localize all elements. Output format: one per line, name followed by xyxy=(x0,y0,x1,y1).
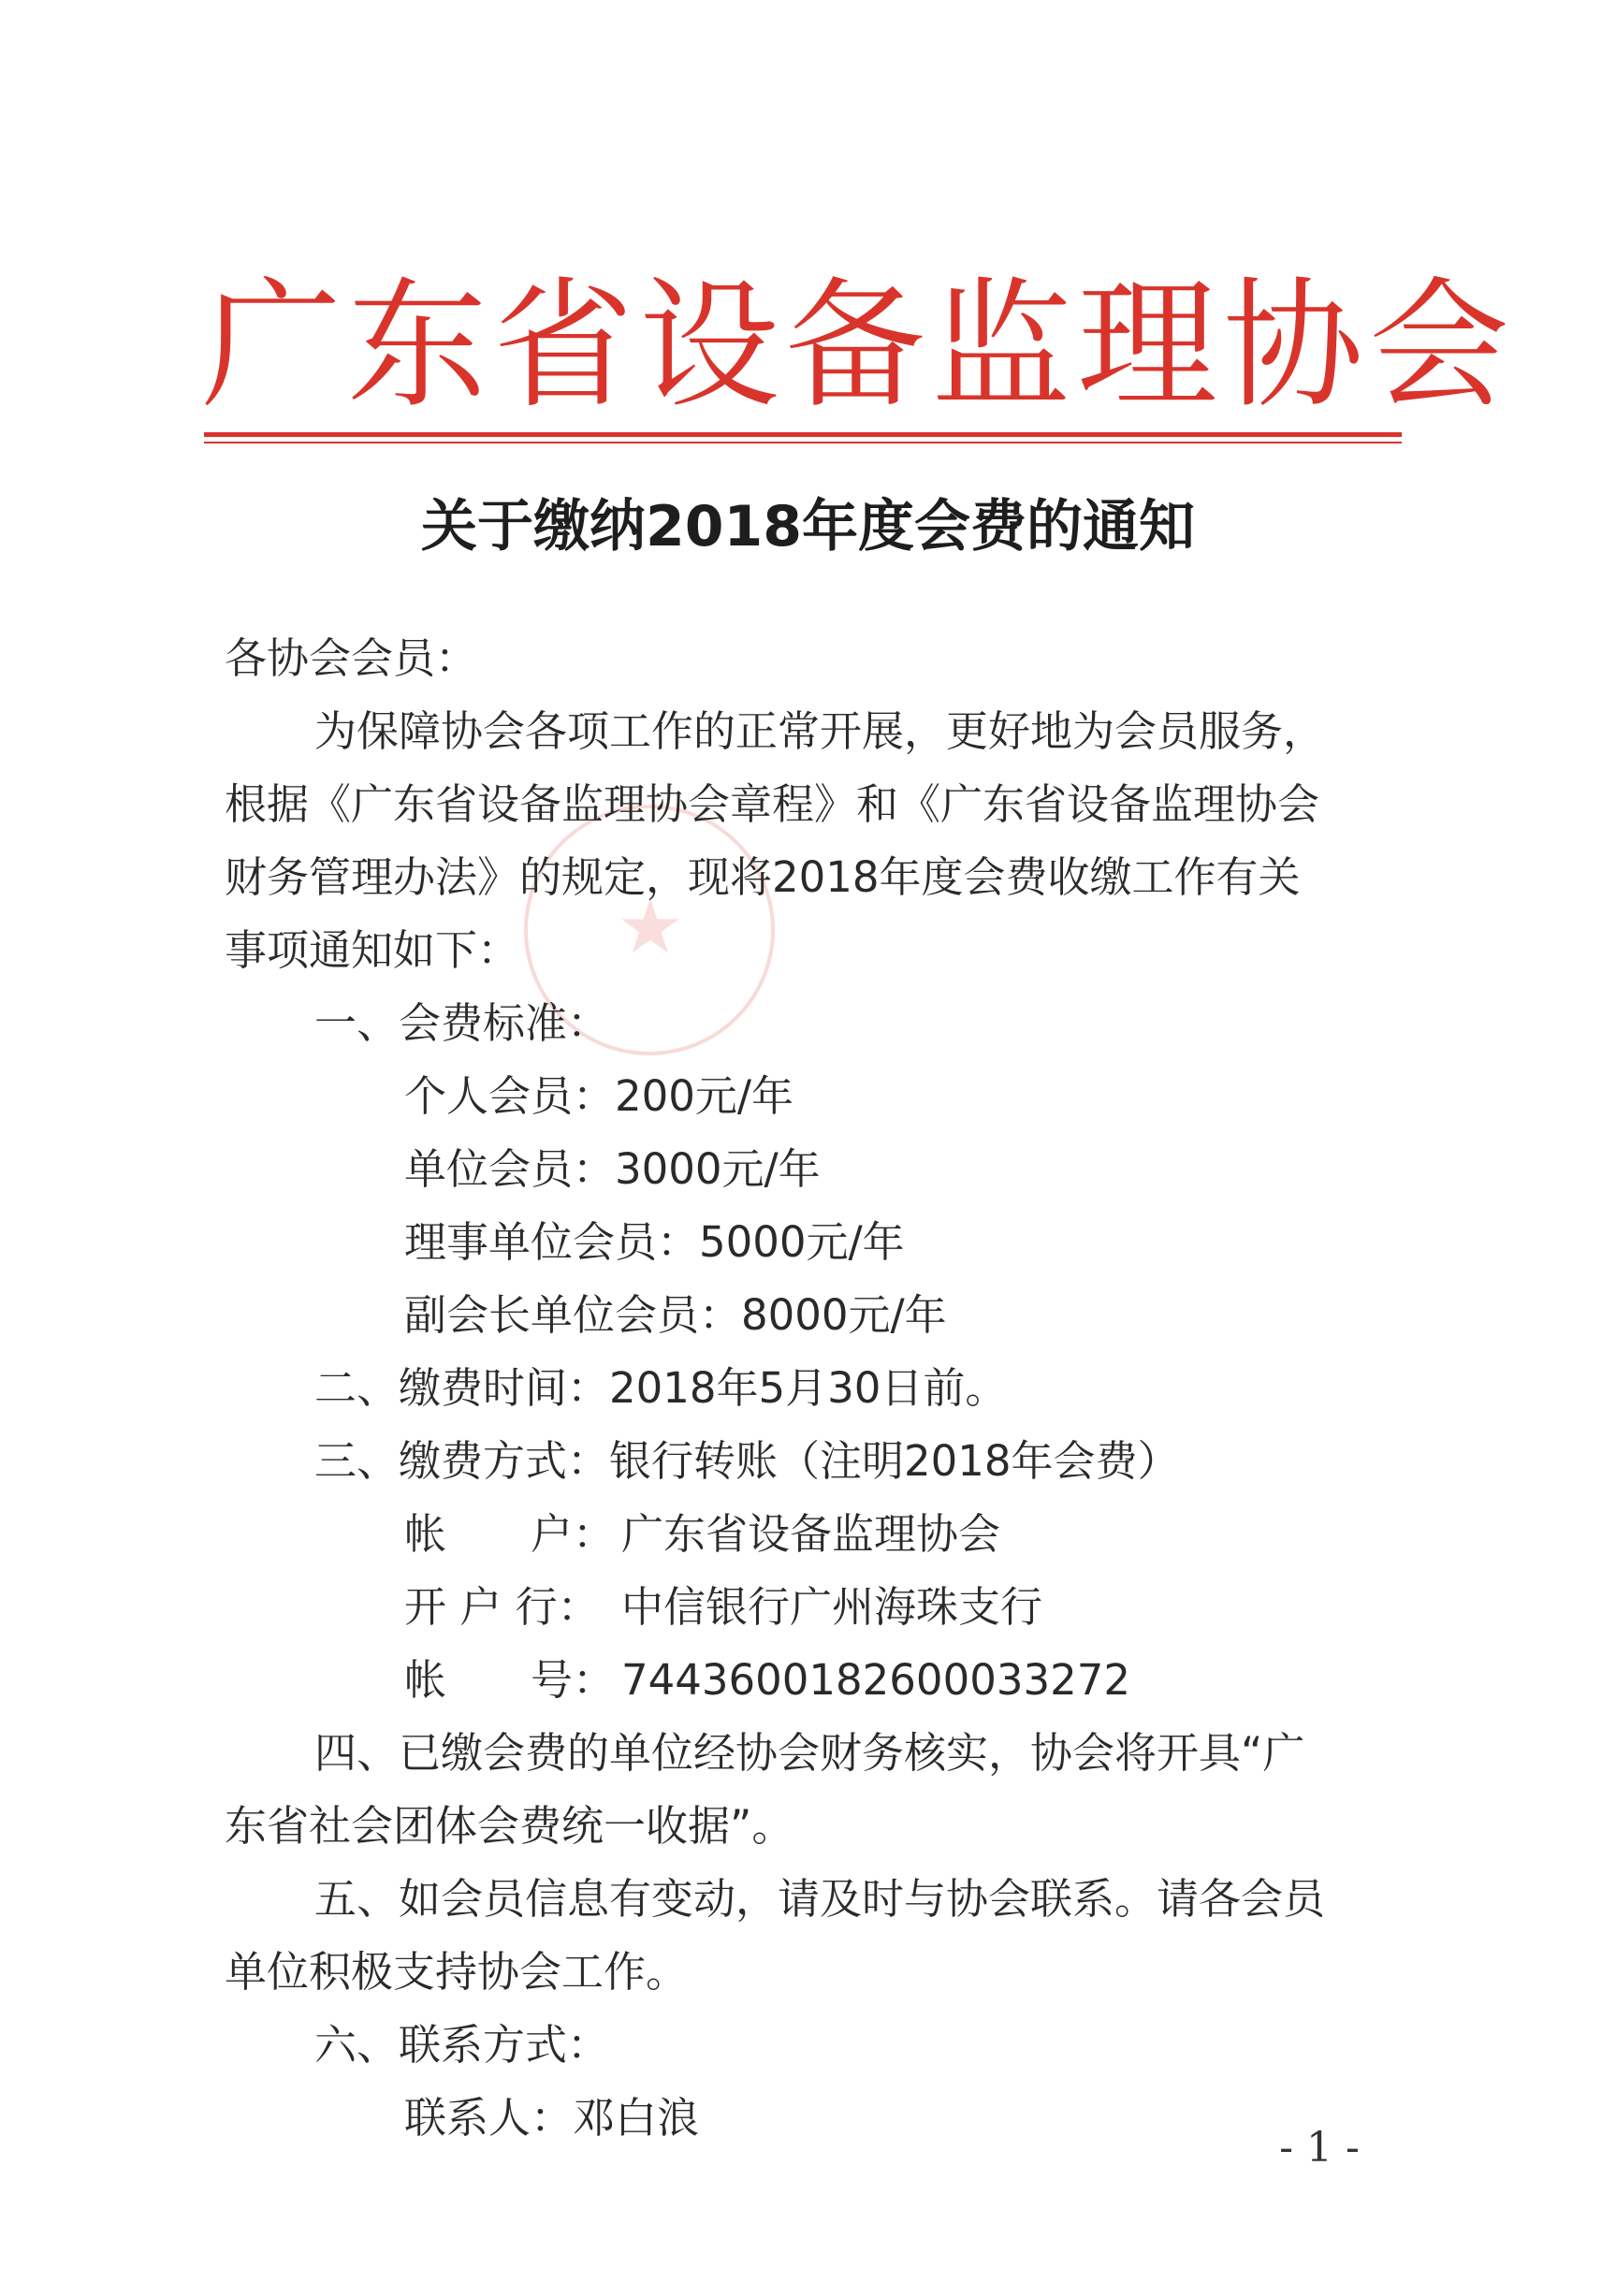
account-name-row xyxy=(225,1498,1376,1571)
letterhead-org-name: 广东省设备监理协会 xyxy=(201,265,1516,428)
fee-item: 副会长单位会员：8000元/年 xyxy=(404,1290,947,1340)
fee-item: 理事单位会员：5000元/年 xyxy=(404,1217,905,1267)
intro-line: 为保障协会各项工作的正常开展，更好地为会员服务， xyxy=(314,706,1326,756)
account-name-value: 广东省设备监理协会 xyxy=(621,1509,1001,1559)
star-icon: ★ xyxy=(617,883,684,970)
account-name-label: 帐 户： xyxy=(404,1509,616,1559)
fee-item: 个人会员：200元/年 xyxy=(404,1071,794,1121)
section-heading-payment-method: 三、缴费方式：银行转账（注明2018年会费） xyxy=(314,1436,1180,1486)
account-number-row xyxy=(225,1644,1376,1717)
intro-line: 财务管理办法》的规定，现将2018年度会费收缴工作有关 xyxy=(225,852,1301,902)
section-receipt-line: 四、已缴会费的单位经协会财务核实，协会将开具“广 xyxy=(314,1728,1305,1778)
section-heading-fee-standard: 一、会费标准： xyxy=(314,998,610,1048)
page-number: - 1 - xyxy=(1279,2124,1360,2172)
account-number-value: 7443600182600033272 xyxy=(621,1655,1130,1705)
letterhead-red-rule xyxy=(204,432,1402,437)
document-body xyxy=(225,622,1376,2155)
section-payment-deadline: 二、缴费时间：2018年5月30日前。 xyxy=(314,1363,1008,1413)
contact-person: 联系人：邓白浪 xyxy=(404,2093,700,2143)
section-receipt-line: 东省社会团体会费统一收据”。 xyxy=(225,1801,794,1851)
section-member-info-line: 单位积极支持协会工作。 xyxy=(225,1947,689,1997)
section-heading-contact: 六、联系方式： xyxy=(314,2020,610,2070)
bank-label: 开 户 行： xyxy=(404,1582,600,1632)
section-member-info-line: 五、如会员信息有变动，请及时与协会联系。请各会员 xyxy=(314,1874,1326,1924)
account-number-label: 帐 号： xyxy=(404,1655,616,1705)
intro-line: 根据《广东省设备监理协会章程》和《广东省设备监理协会 xyxy=(225,779,1320,829)
intro-line: 事项通知如下： xyxy=(225,925,520,975)
bank-row xyxy=(225,1571,1376,1644)
letterhead-red-rule-thin xyxy=(204,442,1402,443)
fee-item: 单位会员：3000元/年 xyxy=(404,1144,821,1194)
bank-value: 中信银行广州海珠支行 xyxy=(621,1582,1043,1632)
salutation: 各协会会员： xyxy=(225,633,478,683)
document-title: 关于缴纳2018年度会费的通知 xyxy=(421,494,1195,559)
